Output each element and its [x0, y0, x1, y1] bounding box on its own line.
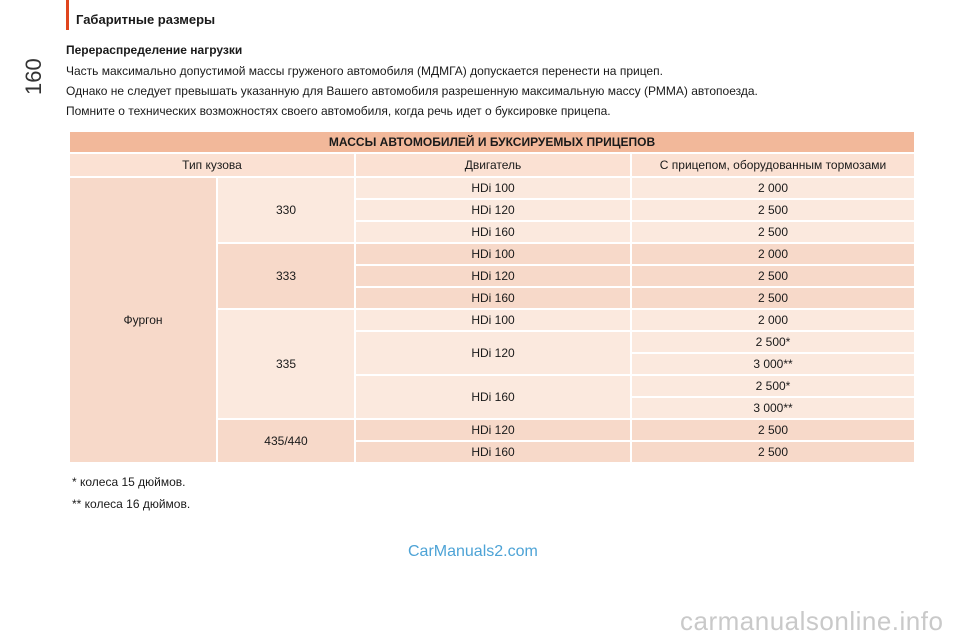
cell-model: 335: [218, 310, 356, 420]
cell-body-type: Фургон: [70, 178, 218, 464]
cell-engine: HDi 160: [356, 288, 632, 310]
intro-subtitle: Перераспределение нагрузки: [66, 43, 243, 57]
footnote-2: ** колеса 16 дюймов.: [72, 497, 191, 511]
cell-engine: HDi 120: [356, 420, 632, 442]
masses-table: [70, 132, 916, 464]
page-number: 160: [21, 58, 46, 95]
watermark-carmanuals2[interactable]: CarManuals2.com: [408, 543, 538, 560]
cell-trailer-mass: 2 500: [632, 222, 916, 244]
cell-trailer-mass: 3 000**: [632, 354, 916, 376]
cell-trailer-mass: 2 500*: [632, 376, 916, 398]
table-row: [70, 178, 916, 200]
section-accent-bar: [66, 0, 69, 30]
cell-engine: HDi 120: [356, 266, 632, 288]
intro-paragraph-2: Однако не следует превышать указанную для Вашего автомобиля разрешенную максимальную массу (РММА) автопоезда.: [66, 84, 758, 98]
footnote-1: * колеса 15 дюймов.: [72, 475, 186, 489]
cell-trailer-mass: 2 500: [632, 442, 916, 464]
section-title: Габаритные размеры: [76, 12, 216, 27]
footnotes: [72, 475, 190, 519]
table-title: МАССЫ АВТОМОБИЛЕЙ И БУКСИРУЕМЫХ ПРИЦЕПОВ: [70, 132, 916, 154]
cell-engine: HDi 120: [356, 200, 632, 222]
cell-engine: HDi 120: [356, 332, 632, 376]
cell-model: 435/440: [218, 420, 356, 464]
cell-trailer-mass: 2 500*: [632, 332, 916, 354]
cell-trailer-mass: 2 000: [632, 178, 916, 200]
intro-paragraph-3: Помните о технических возможностях своего автомобиля, когда речь идет о буксировке прицепа.: [66, 104, 611, 118]
cell-trailer-mass: 2 000: [632, 310, 916, 332]
header-body-type: Тип кузова: [70, 154, 356, 178]
cell-engine: HDi 100: [356, 178, 632, 200]
cell-engine: HDi 100: [356, 244, 632, 266]
watermark-carmanualsonline[interactable]: carmanualsonline.info: [680, 606, 944, 636]
cell-trailer-mass: 2 000: [632, 244, 916, 266]
intro-block: [66, 43, 926, 125]
header-braked-trailer: С прицепом, оборудованным тормозами: [632, 154, 916, 178]
cell-model: 333: [218, 244, 356, 310]
cell-model: 330: [218, 178, 356, 244]
cell-trailer-mass: 2 500: [632, 266, 916, 288]
cell-engine: HDi 100: [356, 310, 632, 332]
cell-trailer-mass: 2 500: [632, 420, 916, 442]
cell-engine: HDi 160: [356, 376, 632, 420]
cell-engine: HDi 160: [356, 442, 632, 464]
cell-trailer-mass: 3 000**: [632, 398, 916, 420]
intro-paragraph-1: Часть максимально допустимой массы груженого автомобиля (МДМГА) допускается перенести на прицеп.: [66, 64, 663, 78]
header-engine: Двигатель: [356, 154, 632, 178]
cell-trailer-mass: 2 500: [632, 200, 916, 222]
cell-engine: HDi 160: [356, 222, 632, 244]
cell-trailer-mass: 2 500: [632, 288, 916, 310]
